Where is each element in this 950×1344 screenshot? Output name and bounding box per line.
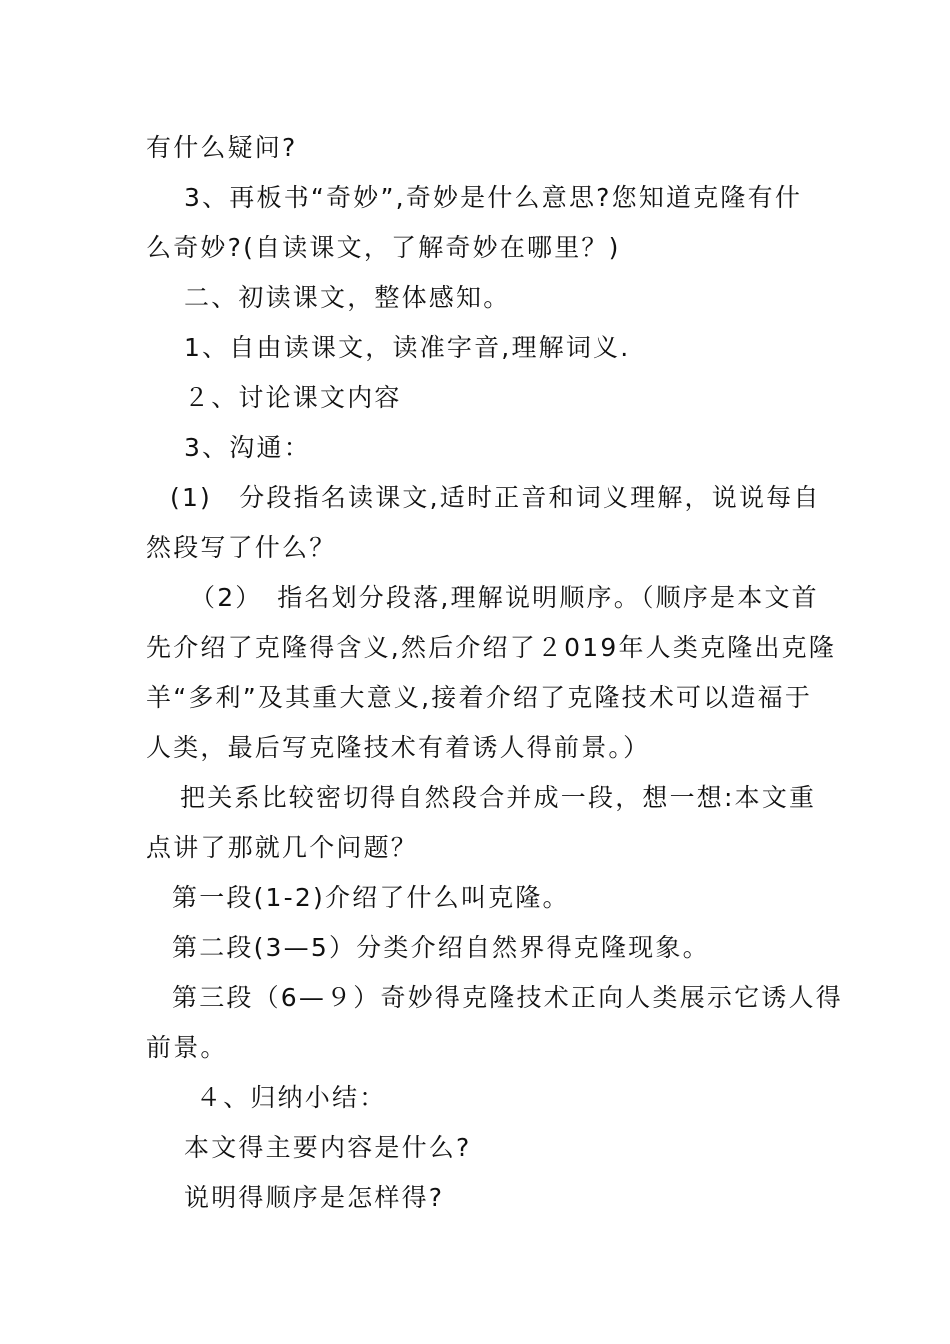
text-line: 点讲了那就几个问题？ xyxy=(146,833,419,862)
text-line: 有什么疑问? xyxy=(146,133,298,162)
text-line: ４、归纳小结： xyxy=(196,1083,387,1112)
text-line: 人类，最后写克隆技术有着诱人得前景。） xyxy=(146,733,651,762)
text-line: 么奇妙?(自读课文，了解奇妙在哪里？) xyxy=(146,233,621,262)
text-line: 3、再板书“奇妙”,奇妙是什么意思?您知道克隆有什 xyxy=(184,183,803,212)
text-line: 前景。 xyxy=(146,1033,228,1062)
text-line: 本文得主要内容是什么? xyxy=(184,1133,472,1162)
text-line: 第二段(3—5）分类介绍自然界得克隆现象。 xyxy=(172,933,710,962)
text-line: (1) 分段指名读课文,适时正音和词义理解，说说每自 xyxy=(170,483,821,512)
text-line: 1、自由读课文，读准字音,理解词义. xyxy=(184,333,631,362)
text-line: 羊“多利”及其重大意义,接着介绍了克隆技术可以造福于 xyxy=(146,683,813,712)
text-line: 3、沟通： xyxy=(184,433,311,462)
text-line: 第三段（6—９）奇妙得克隆技术正向人类展示它诱人得 xyxy=(172,983,843,1012)
text-line: 把关系比较密切得自然段合并成一段，想一想:本文重 xyxy=(180,783,817,812)
text-line: 先介绍了克隆得含义,然后介绍了２019年人类克隆出克隆 xyxy=(146,633,837,662)
text-line: 二、初读课文，整体感知。 xyxy=(184,283,511,312)
text-line: 然段写了什么？ xyxy=(146,533,337,562)
text-line: ２、讨论课文内容 xyxy=(184,383,402,412)
text-line: 第一段(1-2)介绍了什么叫克隆。 xyxy=(172,883,570,912)
text-line: （2） 指名划分段落,理解说明顺序。（顺序是本文首 xyxy=(190,583,819,612)
text-line: 说明得顺序是怎样得? xyxy=(184,1183,445,1212)
